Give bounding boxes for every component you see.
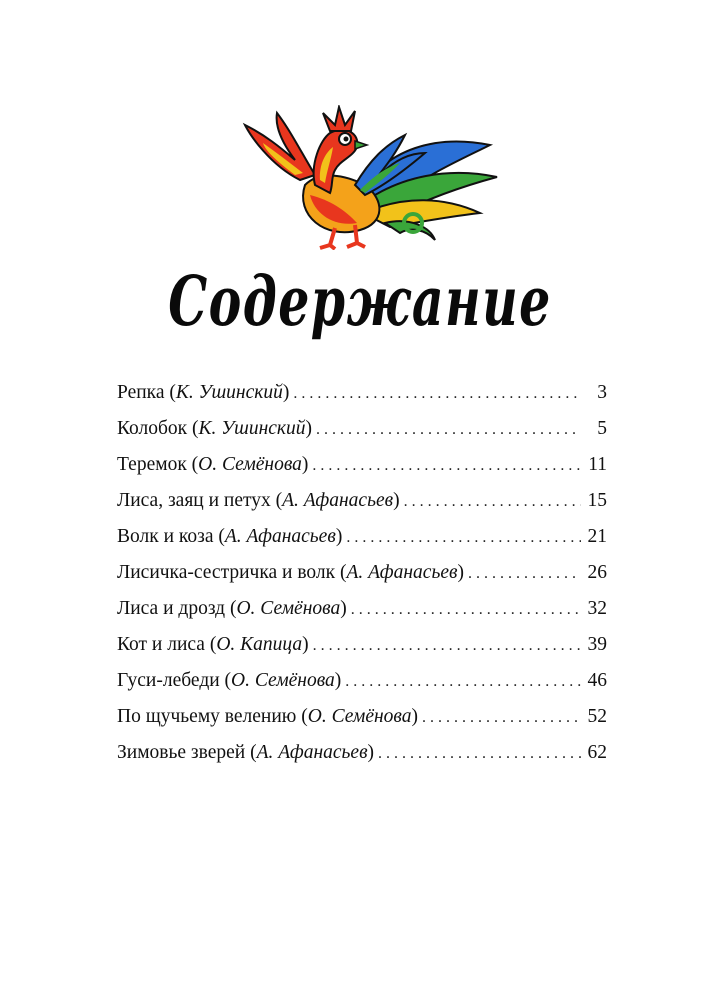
toc-entry[interactable] bbox=[117, 490, 607, 526]
toc-entry-page: 32 bbox=[587, 598, 607, 619]
toc-entry[interactable] bbox=[117, 454, 607, 490]
firebird-illustration bbox=[235, 105, 500, 250]
toc-entry-author: О. Семёнова bbox=[236, 598, 341, 619]
toc-entry-author: А. Афанасьев bbox=[256, 742, 368, 763]
toc-entry-author: О. Семёнова bbox=[307, 706, 412, 727]
toc-entry-author: А. Афанасьев bbox=[346, 562, 458, 583]
toc-entry-author: О. Капица bbox=[216, 634, 303, 655]
toc-entry-page: 39 bbox=[587, 634, 607, 655]
toc-entry-page: 15 bbox=[587, 490, 607, 511]
toc-entry[interactable] bbox=[117, 526, 607, 562]
toc-entry-title: Гуси-лебеди (О. Семёнова) bbox=[117, 670, 342, 691]
page-title: Содержание bbox=[168, 262, 552, 342]
dot-leader bbox=[422, 709, 581, 727]
toc-entry-title: Волк и коза (А. Афанасьев) bbox=[117, 526, 343, 547]
dot-leader bbox=[404, 493, 581, 511]
toc-entry[interactable] bbox=[117, 706, 607, 742]
toc-entry[interactable] bbox=[117, 418, 607, 454]
toc-entry-title: Кот и лиса (О. Капица) bbox=[117, 634, 309, 655]
toc-entry-author: К. Ушинский bbox=[198, 418, 306, 439]
toc-entry-title: Лиса, заяц и петух (А. Афанасьев) bbox=[117, 490, 400, 511]
toc-entry-author: К. Ушинский bbox=[175, 382, 283, 403]
dot-leader bbox=[313, 637, 581, 655]
table-of-contents bbox=[117, 382, 607, 778]
toc-entry[interactable] bbox=[117, 634, 607, 670]
toc-entry-page: 5 bbox=[597, 418, 607, 439]
toc-entry[interactable] bbox=[117, 598, 607, 634]
dot-leader bbox=[312, 457, 581, 475]
toc-entry-page: 62 bbox=[587, 742, 607, 763]
toc-entry-title: Репка (К. Ушинский) bbox=[117, 382, 290, 403]
dot-leader bbox=[345, 673, 581, 691]
dot-leader bbox=[316, 421, 581, 439]
toc-entry-title: Теремок (О. Семёнова) bbox=[117, 454, 309, 475]
toc-entry-page: 21 bbox=[587, 526, 607, 547]
dot-leader bbox=[378, 745, 581, 763]
dot-leader bbox=[346, 529, 581, 547]
toc-entry-title: Колобок (К. Ушинский) bbox=[117, 418, 313, 439]
toc-entry[interactable] bbox=[117, 382, 607, 418]
toc-entry-title: Зимовье зверей (А. Афанасьев) bbox=[117, 742, 375, 763]
toc-entry[interactable] bbox=[117, 562, 607, 598]
toc-entry-author: О. Семёнова bbox=[231, 670, 335, 691]
toc-entry-title: По щучьему велению (О. Семёнова) bbox=[117, 706, 418, 727]
toc-entry-author: О. Семёнова bbox=[198, 454, 302, 475]
toc-entry-page: 26 bbox=[587, 562, 607, 583]
toc-entry-title: Лиса и дрозд (О. Семёнова) bbox=[117, 598, 347, 619]
toc-entry[interactable] bbox=[117, 670, 607, 706]
toc-entry-page: 3 bbox=[597, 382, 607, 403]
dot-leader bbox=[468, 565, 581, 583]
toc-entry-author: А. Афанасьев bbox=[282, 490, 394, 511]
toc-entry-page: 46 bbox=[587, 670, 607, 691]
toc-entry[interactable] bbox=[117, 742, 607, 778]
toc-entry-title: Лисичка-сестричка и волк (А. Афанасьев) bbox=[117, 562, 464, 583]
toc-entry-page: 11 bbox=[588, 454, 607, 475]
dot-leader bbox=[293, 385, 581, 403]
toc-entry-page: 52 bbox=[587, 706, 607, 727]
toc-entry-author: А. Афанасьев bbox=[224, 526, 336, 547]
dot-leader bbox=[351, 601, 581, 619]
